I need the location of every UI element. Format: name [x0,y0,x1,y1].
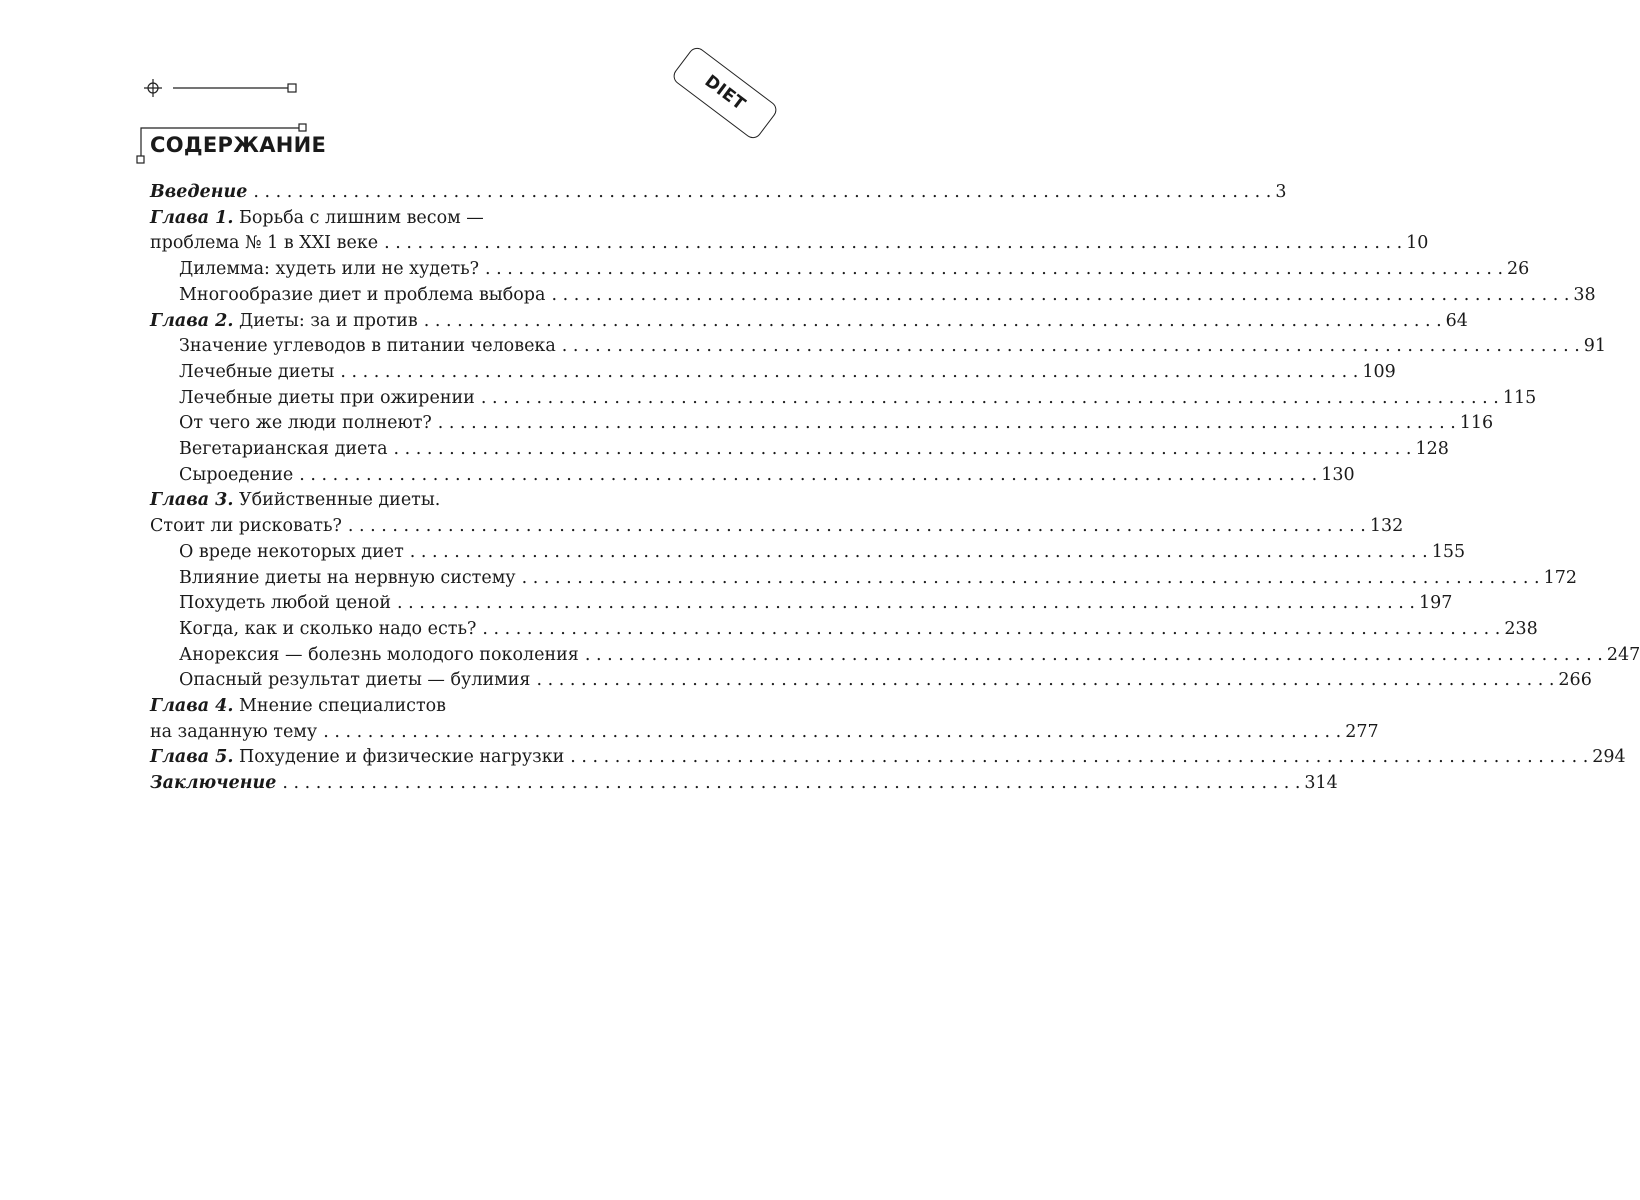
toc-entry[interactable] [150,411,1494,437]
toc-entry-text: Стоит ли рисковать? [150,516,342,537]
toc-entry-text: Лечебные диеты [179,361,335,382]
toc-entry-text: Похудеть любой ценой [179,593,391,614]
toc-entry-text: Лечебные диеты при ожирении [179,387,475,408]
toc-entry-text: Сыроедение [179,464,294,485]
toc-entry-chapter-label: Глава 4. [150,696,234,717]
diet-tag-label [670,44,780,141]
toc-entry[interactable] [150,386,1537,412]
toc-entry-text: Значение углеводов в питании человека [179,336,556,357]
toc-entry-text: Когда, как и сколько надо есть? [179,618,477,639]
toc-dot-leader [551,283,1569,309]
toc-dot-leader [397,591,1415,617]
toc-entry[interactable] [150,720,1379,746]
toc-entry-text: Многообразие диет и проблема выбора [179,284,546,305]
toc-entry-title [179,668,530,694]
toc-entry[interactable] [150,617,1538,643]
toc-entry-chapter-label: Глава 3. [150,490,234,511]
toc-entry-title [179,617,476,643]
toc-entry[interactable] [150,540,1466,566]
toc-entry[interactable] [150,257,1530,283]
toc-entry[interactable] [150,771,1338,797]
toc-dot-leader [522,566,1540,592]
toc-entry[interactable] [150,463,1355,489]
toc-page-number: 294 [1592,747,1626,768]
toc-entry-text: Похудение и физические нагрузки [233,747,565,768]
toc-entry-title [150,694,446,720]
page-title: СОДЕРЖАНИЕ [150,133,327,157]
toc-page-number: 247 [1606,644,1640,665]
crosshair-ornament [143,78,303,98]
toc-entry-text: Вегетарианская диета [179,439,388,460]
toc-entry-title [179,386,475,412]
toc-entry-title [179,257,479,283]
toc-dot-leader [410,540,1428,566]
toc-dot-leader [485,257,1503,283]
toc-entry-text: Диеты: за и против [233,310,418,331]
toc-entry-title [179,540,404,566]
toc-page-number: 116 [1459,413,1494,434]
toc-entry[interactable] [150,514,1404,540]
toc-entry-title [179,566,516,592]
toc-entry[interactable] [150,566,1577,592]
toc-entry-chapter-label: Введение [150,182,248,202]
toc-entry-text: Убийственные диеты. [233,490,441,511]
toc-entry-text: на заданную тему [150,721,318,742]
toc-entry-text: Борьба с лишним весом — [233,207,484,228]
toc-page-number: 197 [1418,593,1453,614]
toc-page-number: 128 [1415,439,1449,460]
toc-dot-leader [438,411,1456,437]
toc-entry-text: От чего же люди полнеют? [179,413,432,434]
toc-entry[interactable] [150,643,1640,669]
toc-page-number: 115 [1502,387,1537,408]
toc-entry[interactable] [150,231,1429,257]
toc-entry-title [179,283,545,309]
toc-dot-leader [340,360,1358,386]
toc-page-number: 10 [1406,233,1429,254]
toc-dot-leader [482,617,1500,643]
toc-entry[interactable] [150,309,1468,335]
toc-entry[interactable] [150,180,1287,206]
toc-entry-text: Анорексия — болезнь молодого поколения [179,644,579,665]
toc-page-number: 155 [1431,541,1466,562]
toc-page-number: 132 [1369,516,1404,537]
toc-entry-chapter-label: Глава 5. [150,747,234,768]
toc-entry-title [179,411,432,437]
toc-dot-leader [562,334,1580,360]
toc-entry[interactable] [150,360,1396,386]
toc-entry[interactable] [150,437,1449,463]
toc-entry-title [179,334,556,360]
toc-entry-title [150,514,342,540]
toc-dot-leader [570,745,1588,771]
toc-entry-chapter-label: Глава 1. [150,207,234,228]
toc-page-number: 38 [1573,284,1596,305]
toc-entry[interactable] [150,694,695,720]
toc-dot-leader [348,514,1366,540]
toc-entry-chapter-label: Глава 2. [150,310,234,331]
toc-entry-text: Опасный результат диеты — булимия [179,670,531,691]
toc-dot-leader [282,771,1300,797]
toc-entry-title [179,463,293,489]
toc-dot-leader [536,668,1554,694]
toc-entry[interactable] [150,334,1607,360]
toc-entry-text: Дилемма: худеть или не худеть? [179,259,480,280]
toc-entry-title [150,206,484,232]
toc-entry-title [150,771,276,797]
toc-entry-text: Влияние диеты на нервную систему [179,567,516,588]
toc-page-number: 266 [1558,670,1592,691]
toc-page-number: 3 [1275,182,1287,202]
toc-entry[interactable] [150,283,1596,309]
toc-entry-text: О вреде некоторых диет [179,541,404,562]
toc-page-number: 130 [1321,464,1355,485]
toc-entry[interactable] [150,668,1592,694]
toc-page-number: 277 [1345,721,1379,742]
toc-entry[interactable] [150,206,695,232]
toc-page-number: 91 [1583,336,1607,357]
toc-dot-leader [394,437,1412,463]
toc-entry-text: проблема № 1 в XXI веке [150,233,379,254]
toc-page-number: 64 [1445,310,1468,331]
toc-page-number: 238 [1504,618,1538,639]
toc-dot-leader [299,463,1317,489]
toc-entry-title [179,643,579,669]
toc-entry-title [150,309,418,335]
toc-entry-title [150,720,317,746]
toc-entry[interactable] [150,488,695,514]
diet-tag-text: DIET [700,71,750,115]
toc-dot-leader [585,643,1603,669]
toc-page-number: 26 [1507,259,1530,280]
toc-dot-leader [424,309,1442,335]
toc-entry-title [179,437,388,463]
toc-dot-leader [481,386,1499,412]
toc-entry-title [150,488,440,514]
toc-entry-title [150,745,564,771]
table-of-contents [150,180,1640,797]
toc-entry-title [179,591,391,617]
toc-page-number: 314 [1304,773,1338,794]
toc-entry-title [179,360,334,386]
toc-dot-leader [384,231,1402,257]
toc-page-number: 172 [1543,567,1577,588]
toc-entry[interactable] [150,591,1453,617]
toc-entry[interactable] [150,745,1626,771]
toc-dot-leader [323,720,1341,746]
toc-dot-leader [253,180,1271,206]
toc-entry-text: Мнение специалистов [233,696,447,717]
toc-entry-title [150,180,247,206]
toc-entry-chapter-label: Заключение [150,773,277,794]
toc-page-number: 109 [1362,361,1396,382]
toc-entry-title [150,231,378,257]
